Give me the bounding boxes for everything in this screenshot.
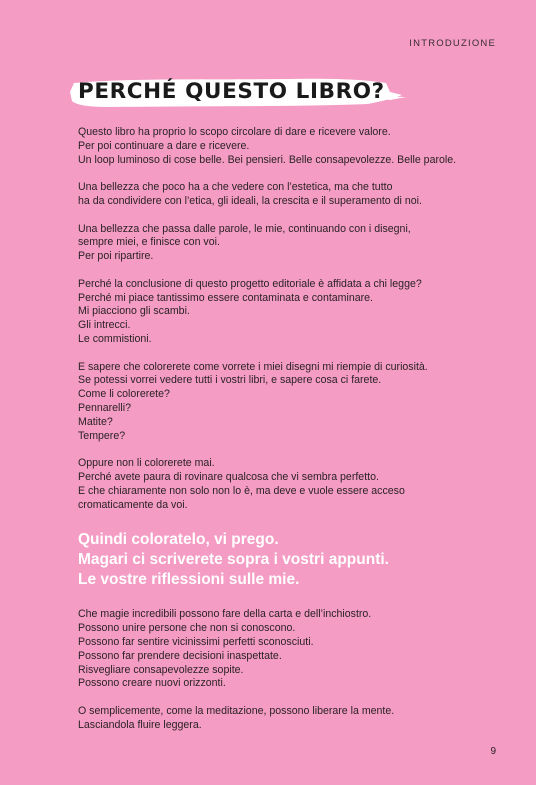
text-line: Possono creare nuovi orizzonti. — [78, 677, 226, 690]
text-line: Lasciandola fluire leggera. — [78, 718, 202, 731]
paragraph — [78, 278, 478, 347]
text-line: Questo libro ha proprio lo scopo circolare di dare e ricevere valore. — [78, 126, 391, 138]
highlight-line: Le vostre riflessioni sulle mie. — [78, 571, 300, 589]
paragraph — [78, 126, 478, 167]
text-line: Tempere? — [78, 429, 126, 442]
text-line: Mi piacciono gli scambi. — [78, 305, 190, 318]
text-line: Se potessi vorrei vedere tutti i vostri libri, e sapere cosa ci farete. — [78, 374, 382, 387]
page-title: PERCHÉ QUESTO LIBRO? — [78, 79, 385, 104]
top-paragraphs — [78, 126, 478, 512]
text-line: Possono far prendere decisioni inaspettate. — [78, 649, 282, 662]
page-number: 9 — [490, 746, 496, 757]
paragraph — [78, 608, 478, 691]
text-line: O semplicemente, come la meditazione, possono liberare la mente. — [78, 704, 395, 717]
text-line: E sapere che colorerete come vorrete i miei disegni mi riempie di curiosità. — [78, 360, 428, 373]
text-line: ha da condividere con l’etica, gli ideali, la crescita e il superamento di noi. — [78, 194, 422, 207]
text-line: Risvegliare consapevolezze sopite. — [78, 663, 244, 676]
text-line: Matite? — [78, 415, 113, 428]
text-line: Pennarelli? — [78, 401, 132, 414]
bottom-paragraphs — [78, 608, 478, 732]
text-line: Una bellezza che poco ha a che vedere con l’estetica, ma che tutto — [78, 181, 393, 194]
paragraph — [78, 181, 478, 209]
text-line: Per poi continuare a dare e ricevere. — [78, 139, 250, 152]
text-line: Un loop luminoso di cose belle. Bei pensieri. Belle consapevolezze. Belle parole. — [78, 153, 457, 166]
paragraph — [78, 457, 478, 512]
paragraph — [78, 705, 478, 733]
text-line: cromaticamente da voi. — [78, 498, 188, 511]
text-line: Perché mi piace tantissimo essere contaminata e contaminare. — [78, 291, 374, 304]
paragraph — [78, 223, 478, 264]
paragraph — [78, 361, 478, 444]
text-line: Le commistioni. — [78, 332, 152, 345]
text-line: Una bellezza che passa dalle parole, le mie, continuando con i disegni, — [78, 222, 411, 235]
text-line: Come li colorerete? — [78, 388, 170, 401]
text-line: Oppure non li colorerete mai. — [78, 457, 215, 470]
highlight-line: Quindi coloratelo, vi prego. — [78, 531, 279, 549]
highlight-quote — [78, 530, 478, 590]
highlight-line: Magari ci scriverete sopra i vostri appunti. — [78, 551, 389, 569]
text-line: Possono unire persone che non si conoscono. — [78, 622, 296, 635]
running-head: INTRODUZIONE — [409, 38, 496, 49]
text-line: Perché la conclusione di questo progetto editoriale è affidata a chi legge? — [78, 277, 422, 290]
body-text — [78, 126, 478, 746]
text-line: E che chiaramente non solo non lo è, ma deve e vuole essere acceso — [78, 484, 405, 497]
title-block — [68, 74, 408, 112]
text-line: Gli intrecci. — [78, 319, 131, 332]
text-line: Che magie incredibili possono fare della carta e dell’inchiostro. — [78, 608, 372, 621]
text-line: Possono far sentire vicinissimi perfetti sconosciuti. — [78, 635, 314, 648]
text-line: Per poi ripartire. — [78, 250, 154, 263]
text-line: Perché avete paura di rovinare qualcosa che vi sembra perfetto. — [78, 470, 379, 483]
text-line: sempre miei, e finisce con voi. — [78, 236, 220, 249]
